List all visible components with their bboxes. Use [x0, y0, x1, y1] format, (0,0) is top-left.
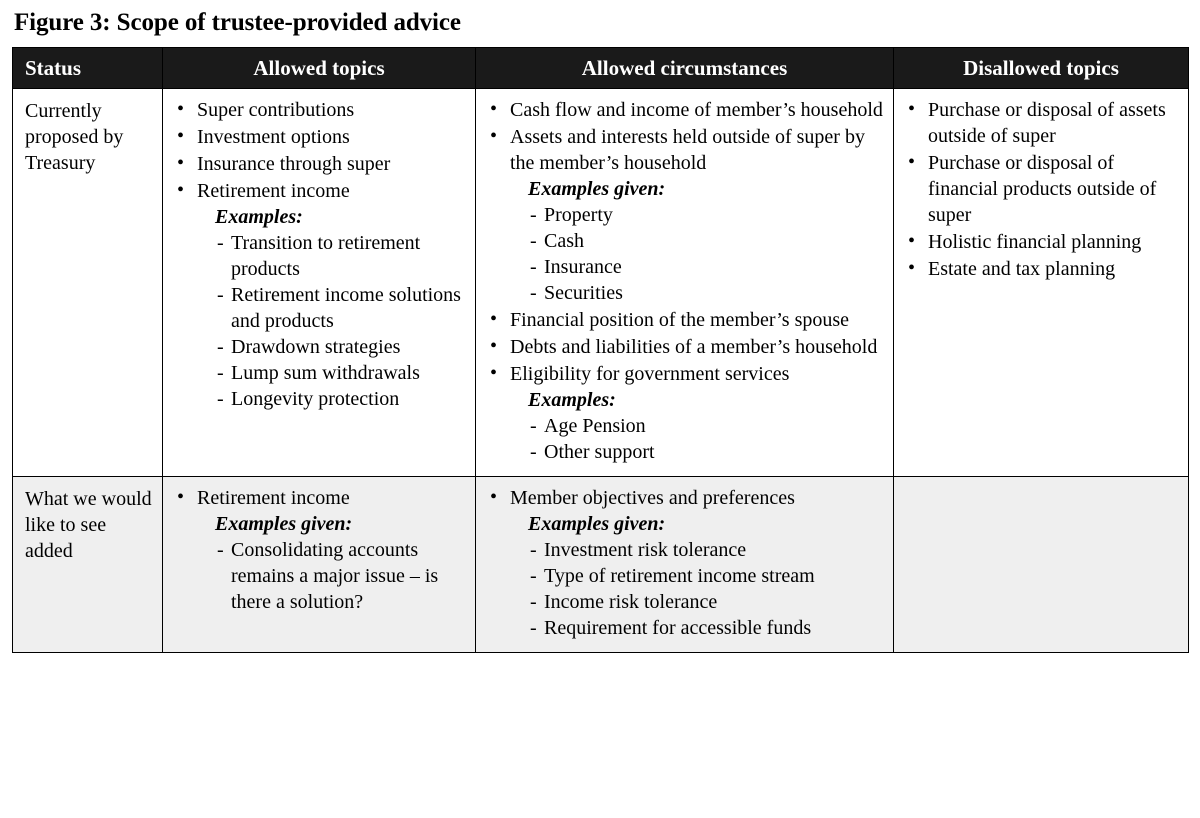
examples-list: [197, 537, 465, 615]
examples-list: [510, 413, 883, 465]
list-item: [486, 307, 883, 333]
list-item: - Age Pension: [510, 413, 883, 439]
list-item: - Insurance: [510, 254, 883, 280]
list-item: [486, 124, 883, 306]
figure-title: Figure 3: Scope of trustee-provided advice: [14, 9, 461, 36]
status-cell: Currently proposed by Treasury: [13, 89, 163, 477]
list-item: - Requirement for accessible funds: [510, 615, 883, 641]
table-row: [13, 477, 1189, 653]
examples-label: Examples given:: [528, 513, 666, 535]
list-item: [904, 150, 1178, 228]
list-item-text: • Purchase or disposal of financial products outside of super: [928, 152, 1157, 226]
list-item-text: • Holistic financial planning: [928, 231, 1142, 253]
allowed-topics-cell: [163, 477, 476, 653]
list-item: - Securities: [510, 280, 883, 306]
status-cell: What we would like to see added: [13, 477, 163, 653]
list-item: [173, 485, 465, 615]
list-item-text: • Estate and tax planning: [928, 258, 1116, 280]
list-item: - Transition to retirement products: [197, 230, 465, 282]
list-item: - Drawdown strategies: [197, 334, 465, 360]
examples-label: Examples:: [528, 389, 616, 411]
allowed-circumstances-list: [486, 485, 883, 641]
scope-of-advice-table: [12, 47, 1189, 653]
list-item: - Longevity protection: [197, 386, 465, 412]
list-item-text: • Investment options: [197, 126, 350, 148]
table-body: [13, 89, 1189, 653]
column-header-status: Status: [13, 48, 163, 89]
examples-list: [510, 202, 883, 306]
list-item: - Income risk tolerance: [510, 589, 883, 615]
list-item: - Property: [510, 202, 883, 228]
list-item: [173, 151, 465, 177]
table-header: [13, 48, 1189, 89]
allowed-topics-cell: [163, 89, 476, 477]
examples-label: Examples given:: [215, 513, 353, 535]
table-header-row: [13, 48, 1189, 89]
list-item: [904, 229, 1178, 255]
list-item-text: • Retirement income: [197, 180, 350, 202]
list-item: [173, 124, 465, 150]
list-item-text: • Super contributions: [197, 99, 355, 121]
list-item: [904, 97, 1178, 149]
disallowed-topics-cell: [894, 477, 1189, 653]
list-item-text: • Purchase or disposal of assets outside of super: [928, 99, 1166, 147]
allowed-topics-list: [173, 97, 465, 412]
examples-list: [510, 537, 883, 641]
list-item: - Investment risk tolerance: [510, 537, 883, 563]
list-item: - Lump sum withdrawals: [197, 360, 465, 386]
list-item-text: • Insurance through super: [197, 153, 391, 175]
list-item-text: • Cash flow and income of member’s household: [510, 99, 883, 121]
examples-label: Examples:: [215, 206, 303, 228]
list-item: [486, 334, 883, 360]
list-item-text: • Retirement income: [197, 487, 350, 509]
table-row: [13, 89, 1189, 477]
list-item: [173, 178, 465, 412]
list-item-text: • Assets and interests held outside of super by the member’s household: [510, 126, 865, 174]
allowed-circumstances-cell: [476, 89, 894, 477]
list-item: - Other support: [510, 439, 883, 465]
examples-label: Examples given:: [528, 178, 666, 200]
allowed-topics-list: [173, 485, 465, 615]
column-header-disallowed-topics: Disallowed topics: [894, 48, 1189, 89]
list-item: - Type of retirement income stream: [510, 563, 883, 589]
list-item: [486, 485, 883, 641]
examples-list: [197, 230, 465, 412]
list-item-text: • Eligibility for government services: [510, 363, 790, 385]
list-item: - Consolidating accounts remains a major issue – is there a solution?: [197, 537, 465, 615]
column-header-allowed-circumstances: Allowed circumstances: [476, 48, 894, 89]
list-item-text: • Member objectives and preferences: [510, 487, 795, 509]
disallowed-topics-list: [904, 97, 1178, 282]
column-header-allowed-topics: Allowed topics: [163, 48, 476, 89]
list-item: - Cash: [510, 228, 883, 254]
list-item: [486, 361, 883, 465]
list-item: [486, 97, 883, 123]
allowed-circumstances-list: [486, 97, 883, 465]
list-item: [904, 256, 1178, 282]
list-item: [173, 97, 465, 123]
disallowed-topics-cell: [894, 89, 1189, 477]
allowed-circumstances-cell: [476, 477, 894, 653]
list-item-text: • Financial position of the member’s spouse: [510, 309, 850, 331]
list-item-text: • Debts and liabilities of a member’s household: [510, 336, 878, 358]
list-item: - Retirement income solutions and products: [197, 282, 465, 334]
